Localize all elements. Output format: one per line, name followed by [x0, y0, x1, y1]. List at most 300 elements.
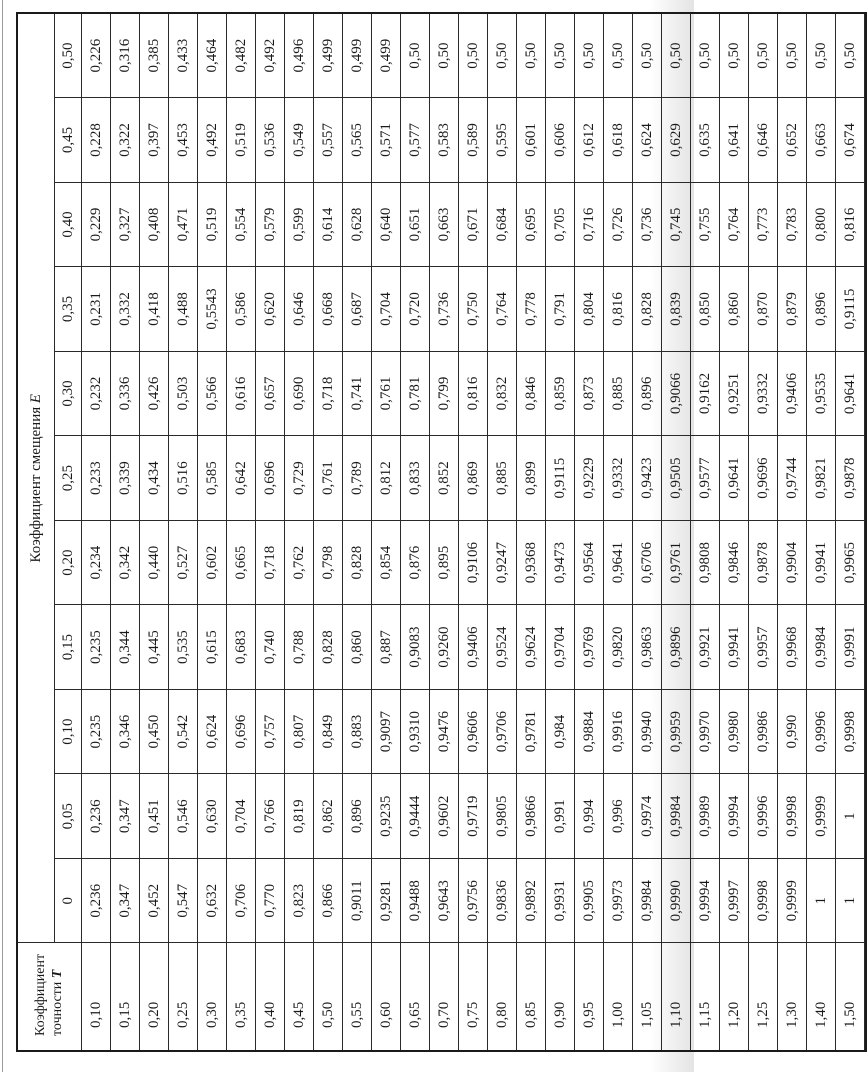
- table-cell: 0,860: [720, 267, 749, 352]
- table-cell: 0,601: [517, 98, 546, 183]
- table-cell: 0,9974: [633, 774, 662, 859]
- table-cell: 0,804: [575, 267, 604, 352]
- table-cell: 0,762: [285, 520, 314, 605]
- table-cell: 0,50: [662, 13, 691, 98]
- row-header-cell: 1,20: [720, 943, 749, 1051]
- table-cell: 0,499: [343, 13, 372, 98]
- table-cell: 0,9641: [604, 520, 633, 605]
- table-cell: 0,616: [227, 351, 256, 436]
- table-cell: 0,9251: [720, 351, 749, 436]
- table-cell: 0,233: [82, 436, 111, 521]
- column-header-cell: 0,05: [55, 774, 82, 859]
- table-cell: 0,791: [546, 267, 575, 352]
- table-cell: 0,527: [169, 520, 198, 605]
- table-cell: 0,9904: [778, 520, 807, 605]
- table-cell: 0,229: [82, 182, 111, 267]
- table-cell: 0,231: [82, 267, 111, 352]
- table-cell: 0,347: [111, 858, 140, 943]
- table-cell: 0,9643: [430, 858, 459, 943]
- column-header-cell: 0,25: [55, 436, 82, 521]
- table-cell: 0,9083: [401, 605, 430, 690]
- row-header-cell: 0,15: [111, 943, 140, 1051]
- table-cell: 0,9878: [836, 436, 865, 521]
- table-cell: 0,9941: [807, 520, 836, 605]
- table-cell: 0,9998: [749, 858, 778, 943]
- table-cell: 0,9999: [807, 774, 836, 859]
- table-cell: 0,9820: [604, 605, 633, 690]
- group-header-label: Коэффициент смещения: [27, 406, 44, 563]
- table-cell: 0,235: [82, 689, 111, 774]
- table-cell: 0,9878: [749, 520, 778, 605]
- table-cell: 0,9281: [372, 858, 401, 943]
- row-header-cell: 1,10: [662, 943, 691, 1051]
- row-header-cell: 1,05: [633, 943, 662, 1051]
- table-cell: 0,869: [459, 436, 488, 521]
- empty-cell: [865, 520, 867, 605]
- table-cell: 0,828: [343, 520, 372, 605]
- row-header-cell: 0,20: [140, 943, 169, 1051]
- table-cell: 0,828: [314, 605, 343, 690]
- table-cell: 0,757: [256, 689, 285, 774]
- table-cell: 0,50: [401, 13, 430, 98]
- table-cell: 0,687: [343, 267, 372, 352]
- table-cell: 0,671: [459, 182, 488, 267]
- table-cell: 0,450: [140, 689, 169, 774]
- table-row: [604, 13, 633, 1051]
- table-cell: 0,496: [285, 13, 314, 98]
- table-cell: 0,9980: [720, 689, 749, 774]
- table-cell: 0,9991: [836, 605, 865, 690]
- table-cell: 0,339: [111, 436, 140, 521]
- empty-cell: [865, 351, 867, 436]
- table-cell: 0,705: [546, 182, 575, 267]
- table-cell: 0,618: [604, 98, 633, 183]
- table-cell: 0,385: [140, 13, 169, 98]
- column-header-cell: 0,40: [55, 182, 82, 267]
- table-cell: 0,571: [372, 98, 401, 183]
- table-cell: 0,9260: [430, 605, 459, 690]
- table-cell: 0,9162: [691, 351, 720, 436]
- table-cell: 0,870: [749, 267, 778, 352]
- table-cell: 0,589: [459, 98, 488, 183]
- table-cell: 0,9990: [662, 858, 691, 943]
- table-cell: 0,226: [82, 13, 111, 98]
- table-cell: 0,9706: [488, 689, 517, 774]
- table-cell: 0,9756: [459, 858, 488, 943]
- table-cell: 0,50: [459, 13, 488, 98]
- table-cell: 0,630: [198, 774, 227, 859]
- table-cell: 0,577: [401, 98, 430, 183]
- table-cell: 0,9066: [662, 351, 691, 436]
- table-cell: 0,482: [227, 13, 256, 98]
- table-cell: 0,9235: [372, 774, 401, 859]
- table-cell: 0,885: [604, 351, 633, 436]
- table-cell: 0,741: [343, 351, 372, 436]
- table-cell: 0,885: [488, 436, 517, 521]
- row-header-cell: 0,45: [285, 943, 314, 1051]
- table-cell: 0,50: [778, 13, 807, 98]
- table-cell: 0,755: [691, 182, 720, 267]
- table-cell: 0,624: [198, 689, 227, 774]
- table-row: [546, 13, 575, 1051]
- table-cell: 0,990: [778, 689, 807, 774]
- table-cell: 0,235: [82, 605, 111, 690]
- table-cell: 0,860: [343, 605, 372, 690]
- table-cell: 0,9406: [459, 605, 488, 690]
- row-header-cell: 0,50: [314, 943, 343, 1051]
- table-cell: 0,764: [488, 267, 517, 352]
- table-cell: 0,846: [517, 351, 546, 436]
- table-cell: 0,346: [111, 689, 140, 774]
- table-cell: 0,624: [633, 98, 662, 183]
- row-header-cell: 0,10: [82, 943, 111, 1051]
- table-cell: 0,9476: [430, 689, 459, 774]
- table-cell: 0,991: [546, 774, 575, 859]
- table-cell: 0,629: [662, 98, 691, 183]
- table-cell: 0,9704: [546, 605, 575, 690]
- table-cell: 0,614: [314, 182, 343, 267]
- table-cell: 0,9999: [778, 858, 807, 943]
- empty-cell: [865, 436, 867, 521]
- table-cell: 0,50: [749, 13, 778, 98]
- table-cell: 0,718: [256, 520, 285, 605]
- table-cell: 0,9808: [691, 520, 720, 605]
- table-cell: 0,9931: [546, 858, 575, 943]
- table-cell: 0,896: [807, 267, 836, 352]
- table-cell: 0,899: [517, 436, 546, 521]
- table-cell: 0,9957: [749, 605, 778, 690]
- table-cell: 0,859: [546, 351, 575, 436]
- table-cell: 0,720: [401, 267, 430, 352]
- table-cell: 0,663: [807, 98, 836, 183]
- table-cell: 0,9606: [459, 689, 488, 774]
- table-cell: 0,499: [372, 13, 401, 98]
- table-cell: 0,879: [778, 267, 807, 352]
- table-cell: 0,50: [807, 13, 836, 98]
- table-cell: 0,9115: [546, 436, 575, 521]
- table-cell: 0,9921: [691, 605, 720, 690]
- column-header-cell: 0,30: [55, 351, 82, 436]
- table-row: [488, 13, 517, 1051]
- table-cell: 0,799: [430, 351, 459, 436]
- table-cell: 0,646: [285, 267, 314, 352]
- table-cell: 0,9769: [575, 605, 604, 690]
- empty-cell: [865, 13, 867, 98]
- table-cell: 0,492: [198, 98, 227, 183]
- table-cell: 0,854: [372, 520, 401, 605]
- table-cell: 0,547: [169, 858, 198, 943]
- table-cell: 0,453: [169, 98, 198, 183]
- table-cell: 0,696: [227, 689, 256, 774]
- table-cell: 0,503: [169, 351, 198, 436]
- rotated-table-container: [16, 12, 858, 1052]
- table-cell: 0,823: [285, 858, 314, 943]
- row-header-cell: 0,80: [488, 943, 517, 1051]
- table-cell: 0,557: [314, 98, 343, 183]
- table-cell: 0,322: [111, 98, 140, 183]
- table-cell: 0,896: [633, 351, 662, 436]
- table-cell: 0,833: [401, 436, 430, 521]
- table-cell: 0,9892: [517, 858, 546, 943]
- table-cell: 0,832: [488, 351, 517, 436]
- empty-cell: [865, 943, 867, 1051]
- table-cell: 0,9984: [662, 774, 691, 859]
- table-cell: 0,9996: [749, 774, 778, 859]
- table-row: [372, 13, 401, 1051]
- table-cell: 0,9863: [633, 605, 662, 690]
- table-row: [778, 13, 807, 1051]
- table-cell: 0,499: [314, 13, 343, 98]
- table-cell: 0,234: [82, 520, 111, 605]
- table-cell: 0,696: [256, 436, 285, 521]
- table-cell: 0,9986: [749, 689, 778, 774]
- table-cell: 0,729: [285, 436, 314, 521]
- corner-header-line2: точности: [49, 981, 65, 1036]
- table-cell: 0,9332: [604, 436, 633, 521]
- table-cell: 0,9996: [807, 689, 836, 774]
- table-cell: 0,50: [633, 13, 662, 98]
- table-cell: 0,418: [140, 267, 169, 352]
- table-cell: 0,852: [430, 436, 459, 521]
- table-cell: 0,850: [691, 267, 720, 352]
- table-cell: 0,695: [517, 182, 546, 267]
- table-cell: 0,554: [227, 182, 256, 267]
- corner-header-line1: Коэффициент: [33, 953, 49, 1036]
- table-cell: 0,798: [314, 520, 343, 605]
- table-cell: 0,336: [111, 351, 140, 436]
- table-cell: 0,236: [82, 858, 111, 943]
- table-cell: 0,344: [111, 605, 140, 690]
- table-cell: 0,519: [227, 98, 256, 183]
- table-cell: 0,579: [256, 182, 285, 267]
- table-cell: 0,5543: [198, 267, 227, 352]
- table-cell: 0,628: [343, 182, 372, 267]
- table-cell: 0,704: [227, 774, 256, 859]
- table-cell: 0,883: [343, 689, 372, 774]
- table-cell: 0,646: [749, 98, 778, 183]
- table-cell: 0,632: [198, 858, 227, 943]
- table-cell: 0,50: [604, 13, 633, 98]
- table-cell: 0,849: [314, 689, 343, 774]
- table-cell: 0,663: [430, 182, 459, 267]
- table-cell: 0,549: [285, 98, 314, 183]
- table-cell: 0,9994: [720, 774, 749, 859]
- table-cell: 0,516: [169, 436, 198, 521]
- column-header-cell: 0,45: [55, 98, 82, 183]
- table-cell: 0,565: [343, 98, 372, 183]
- table-cell: 0,602: [198, 520, 227, 605]
- corner-header-cell: [17, 943, 82, 1051]
- table-row: [517, 13, 546, 1051]
- table-cell: 0,862: [314, 774, 343, 859]
- row-header-cell: 1,25: [749, 943, 778, 1051]
- table-cell: 0,761: [314, 436, 343, 521]
- table-cell: 0,9641: [836, 351, 865, 436]
- table-cell: 0,9696: [749, 436, 778, 521]
- table-cell: 0,595: [488, 98, 517, 183]
- row-header-cell: 1,30: [778, 943, 807, 1051]
- row-header-cell: 0,25: [169, 943, 198, 1051]
- table-cell: 0,9229: [575, 436, 604, 521]
- table-cell: 0,50: [488, 13, 517, 98]
- table-cell: 0,606: [546, 98, 575, 183]
- table-cell: 0,50: [691, 13, 720, 98]
- table-cell: 0,9247: [488, 520, 517, 605]
- table-cell: 0,50: [720, 13, 749, 98]
- table-cell: 0,50: [836, 13, 865, 98]
- table-cell: 0,342: [111, 520, 140, 605]
- table-cell: 0,9505: [662, 436, 691, 521]
- table-cell: 0,464: [198, 13, 227, 98]
- table-row: [140, 13, 169, 1051]
- table-cell: 0,583: [430, 98, 459, 183]
- scan-margin-line: [2, 0, 3, 1072]
- table-cell: 0,9473: [546, 520, 575, 605]
- table-row: [227, 13, 256, 1051]
- column-header-cell: 0,10: [55, 689, 82, 774]
- table-cell: 0,873: [575, 351, 604, 436]
- table-cell: 0,800: [807, 182, 836, 267]
- table-cell: 0,9989: [691, 774, 720, 859]
- table-cell: 0,9602: [430, 774, 459, 859]
- table-row: [691, 13, 720, 1051]
- table-cell: 0,492: [256, 13, 285, 98]
- table-cell: 0,9624: [517, 605, 546, 690]
- empty-cell: [865, 98, 867, 183]
- table-cell: 0,451: [140, 774, 169, 859]
- table-cell: 0,9846: [720, 520, 749, 605]
- table-cell: 0,812: [372, 436, 401, 521]
- table-cell: 0,9941: [720, 605, 749, 690]
- table-row: [430, 13, 459, 1051]
- table-cell: 0,750: [459, 267, 488, 352]
- table-cell: 0,736: [633, 182, 662, 267]
- table-cell: 0,736: [430, 267, 459, 352]
- row-header-cell: 0,95: [575, 943, 604, 1051]
- table-cell: 0,828: [633, 267, 662, 352]
- table-cell: 0,876: [401, 520, 430, 605]
- table-cell: 0,9959: [662, 689, 691, 774]
- row-header-cell: 0,55: [343, 943, 372, 1051]
- row-header-cell: 1,15: [691, 943, 720, 1051]
- table-cell: 0,9368: [517, 520, 546, 605]
- table-cell: 0,585: [198, 436, 227, 521]
- table-cell: 0,816: [604, 267, 633, 352]
- table-cell: 0,706: [227, 858, 256, 943]
- table-cell: 0,704: [372, 267, 401, 352]
- row-header-cell: 1,00: [604, 943, 633, 1051]
- row-header-cell: 0,40: [256, 943, 285, 1051]
- group-header-symbol: E: [27, 393, 44, 404]
- table-cell: 0,726: [604, 182, 633, 267]
- table-cell: 0,9423: [633, 436, 662, 521]
- table-cell: 0,488: [169, 267, 198, 352]
- column-header-cell: 0,15: [55, 605, 82, 690]
- row-header-cell: 0,70: [430, 943, 459, 1051]
- table-cell: 0,683: [227, 605, 256, 690]
- table-cell: 0,9994: [691, 858, 720, 943]
- table-row: [401, 13, 430, 1051]
- table-cell: 0,781: [401, 351, 430, 436]
- table-cell: 0,761: [372, 351, 401, 436]
- table-row: [256, 13, 285, 1051]
- row-header-cell: 0,35: [227, 943, 256, 1051]
- table-cell: 0,773: [749, 182, 778, 267]
- column-header-cell: 0,20: [55, 520, 82, 605]
- table-cell: 0,433: [169, 13, 198, 98]
- empty-cell: [865, 858, 867, 943]
- table-row: [720, 13, 749, 1051]
- table-cell: 0,440: [140, 520, 169, 605]
- table-cell: 1: [836, 858, 865, 943]
- table-row: [314, 13, 343, 1051]
- table-row: [82, 13, 111, 1051]
- table-cell: 0,546: [169, 774, 198, 859]
- table-cell: 0,9106: [459, 520, 488, 605]
- table-cell: 0,641: [720, 98, 749, 183]
- table-cell: 0,9310: [401, 689, 430, 774]
- table-row: [169, 13, 198, 1051]
- table-cell: 0,615: [198, 605, 227, 690]
- table-cell: 0,612: [575, 98, 604, 183]
- table-cell: 0,9535: [807, 351, 836, 436]
- table-cell: 0,332: [111, 267, 140, 352]
- table-cell: 0,778: [517, 267, 546, 352]
- table-cell: 0,9805: [488, 774, 517, 859]
- table-cell: 0,690: [285, 351, 314, 436]
- table-cell: 0,642: [227, 436, 256, 521]
- row-header-cell: 1,50: [836, 943, 865, 1051]
- table-cell: 0,9406: [778, 351, 807, 436]
- table-cell: 0,9011: [343, 858, 372, 943]
- table-cell: 0,50: [517, 13, 546, 98]
- table-cell: 0,9564: [575, 520, 604, 605]
- empty-cell: [865, 774, 867, 859]
- row-header-cell: 0,85: [517, 943, 546, 1051]
- table-cell: 0,426: [140, 351, 169, 436]
- empty-cell: [865, 267, 867, 352]
- table-cell: 0,665: [227, 520, 256, 605]
- table-cell: 1: [807, 858, 836, 943]
- table-cell: 0,228: [82, 98, 111, 183]
- table-cell: 0,635: [691, 98, 720, 183]
- table-cell: 0,745: [662, 182, 691, 267]
- table-cell: 0,586: [227, 267, 256, 352]
- table-cell: 0,770: [256, 858, 285, 943]
- table-cell: 0,996: [604, 774, 633, 859]
- table-cell: 0,896: [343, 774, 372, 859]
- table-cell: 0,232: [82, 351, 111, 436]
- column-header-cell: 0,50: [55, 13, 82, 98]
- table-cell: 0,866: [314, 858, 343, 943]
- empty-cell: [865, 182, 867, 267]
- table-cell: 1: [836, 774, 865, 859]
- table-cell: 0,9896: [662, 605, 691, 690]
- table-cell: 0,9973: [604, 858, 633, 943]
- table-cell: 0,9998: [836, 689, 865, 774]
- table-cell: 0,887: [372, 605, 401, 690]
- table-cell: 0,9916: [604, 689, 633, 774]
- table-cell: 0,816: [459, 351, 488, 436]
- table-cell: 0,9968: [778, 605, 807, 690]
- table-cell: 0,566: [198, 351, 227, 436]
- column-header-cell: 0: [55, 858, 82, 943]
- table-cell: 0,740: [256, 605, 285, 690]
- table-cell: 0,347: [111, 774, 140, 859]
- table-row: [343, 13, 372, 1051]
- table-cell: 0,716: [575, 182, 604, 267]
- table-cell: 0,718: [314, 351, 343, 436]
